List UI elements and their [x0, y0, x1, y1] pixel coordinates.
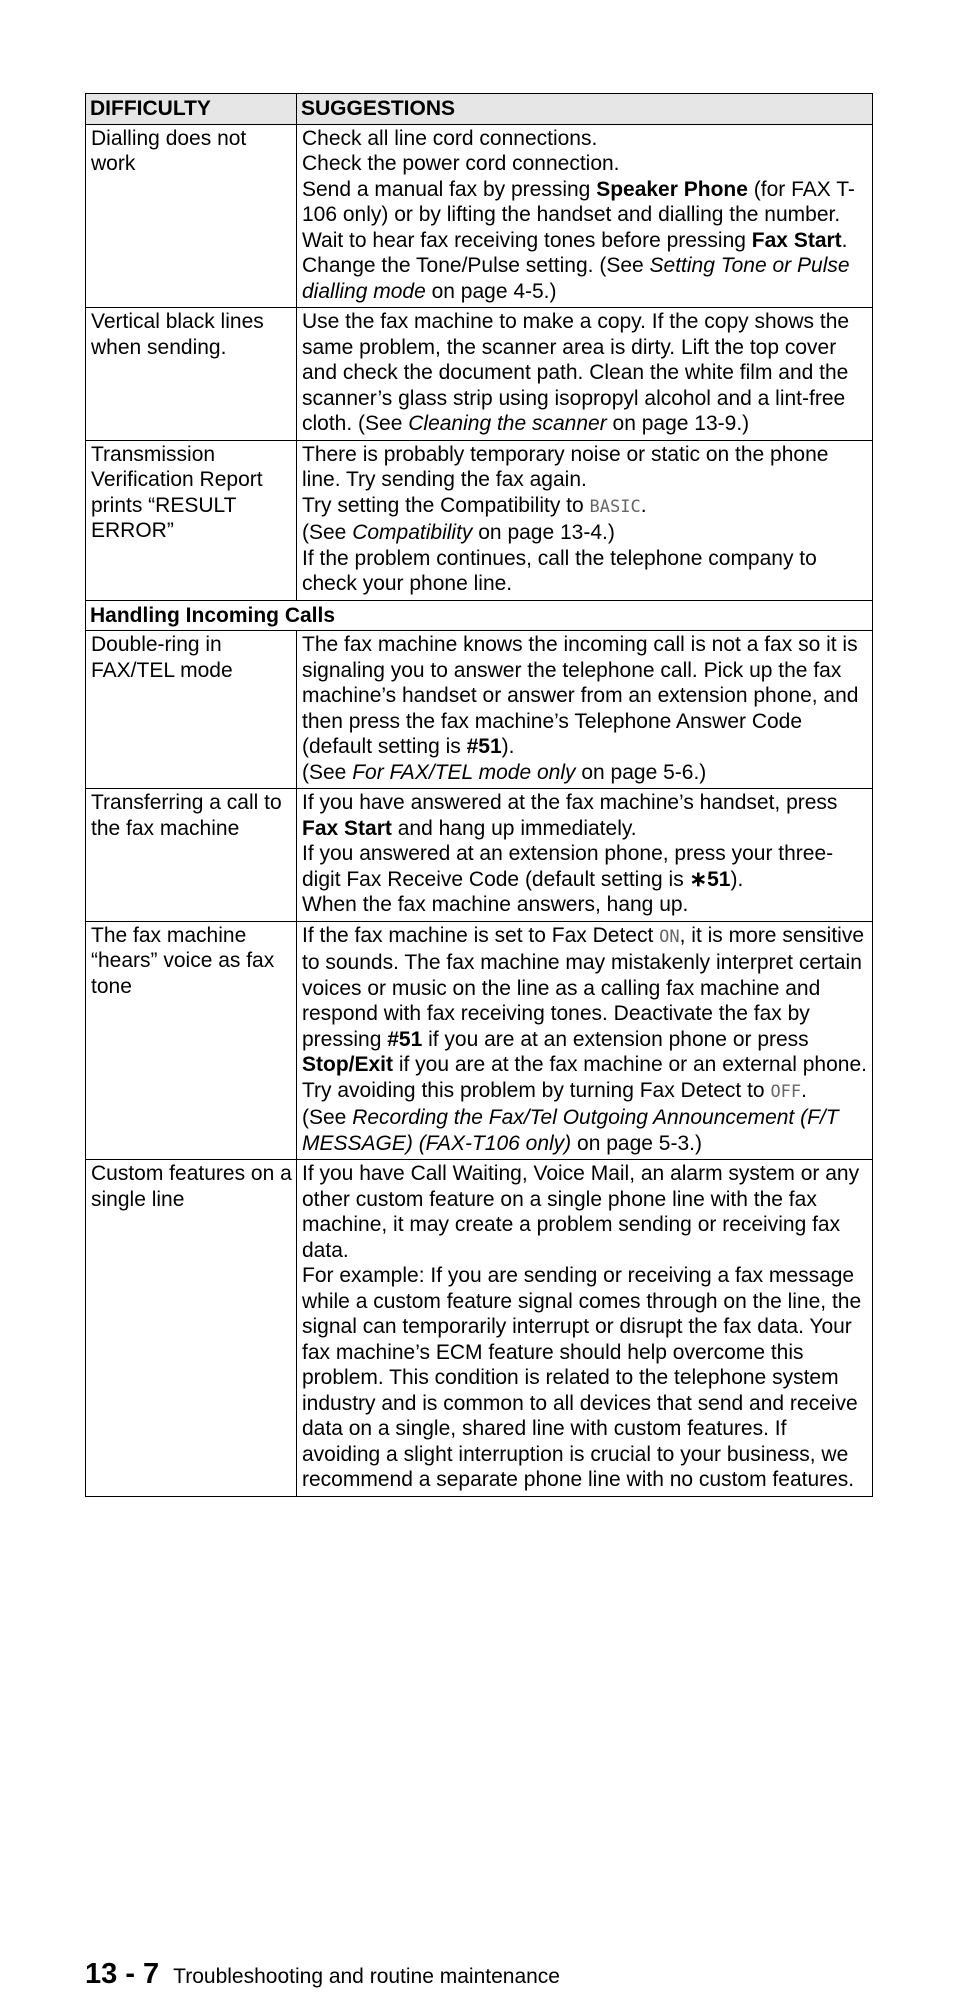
reference-text: For FAX/TEL mode only: [352, 760, 576, 784]
difficulty-cell: Transferring a call to the fax machine: [86, 789, 297, 922]
setting-value: BASIC: [589, 496, 641, 517]
suggestions-cell: [297, 440, 873, 600]
suggestion-line: [302, 1105, 868, 1156]
section-heading-handling-incoming-calls: Handling Incoming Calls: [86, 600, 873, 631]
suggestion-line: [302, 892, 868, 918]
reference-text: Setting Tone or Pulse dialling mode: [302, 254, 850, 303]
suggestion-line: [302, 1078, 868, 1106]
suggestion-line: [302, 1263, 868, 1493]
bold-text: Stop/Exit: [302, 1053, 394, 1076]
difficulty-column-header: DIFFICULTY: [86, 94, 297, 125]
text-segment: (See: [302, 521, 353, 544]
page-number: 13 - 7: [85, 1958, 160, 1990]
difficulty-cell: Custom features on a single line: [86, 1160, 297, 1497]
bold-text: ∗51: [689, 867, 731, 891]
section-heading-group: [86, 600, 873, 631]
table-row: [86, 1160, 873, 1497]
suggestions-cell: [297, 631, 873, 789]
suggestions-cell: [297, 789, 873, 922]
suggestion-line: [302, 253, 868, 304]
table-row: [86, 789, 873, 922]
difficulty-cell: Transmission Verification Report prints “RESULT ERROR”: [86, 440, 297, 600]
troubleshooting-table: [85, 93, 873, 1497]
table-body-group-1: [86, 124, 873, 600]
suggestion-line: [302, 493, 868, 521]
suggestions-cell: [297, 921, 873, 1160]
table-body-group-2: [86, 631, 873, 1497]
suggestions-cell: [297, 1160, 873, 1497]
suggestion-line: [302, 126, 868, 152]
difficulty-cell: Dialling does not work: [86, 124, 297, 308]
suggestion-line: [302, 632, 868, 760]
table-header-row: [86, 94, 873, 125]
suggestion-line: [302, 520, 868, 546]
bold-text: #51: [466, 735, 502, 758]
reference-text: Recording the Fax/Tel Outgoing Announcement (F/T MESSAGE) (FAX-T106 only): [302, 1106, 839, 1155]
table-row: [86, 440, 873, 600]
text-segment: Try setting the Compatibility to: [302, 493, 590, 517]
bold-text: Speaker Phone: [596, 177, 748, 201]
table-row: [86, 308, 873, 441]
suggestion-line: [302, 442, 868, 493]
suggestions-cell: [297, 124, 873, 308]
suggestion-line: [302, 177, 868, 254]
suggestion-line: [302, 309, 868, 437]
text-segment: For example: If you are sending or receiving a fax message while a custom feature signal comes through on the line, the signal can temporarily interrupt or disrupt the fax data. Your fax machine’s ECM feature should help overcome this problem. This condition is related to the telephone system industry and is common to all devices that send and receive data on a single, shared line with custom features. If avoiding a slight interruption is crucial to your business, we recommend a separate phone line with no custom features.: [302, 1264, 862, 1491]
text-segment: on page 13-9.): [606, 412, 750, 435]
bold-text: Fax Start: [751, 228, 842, 252]
bold-text: #51: [387, 1027, 423, 1051]
chapter-title: Troubleshooting and routine maintenance: [173, 1965, 560, 1988]
table-row: [86, 921, 873, 1160]
setting-value: ON: [659, 926, 680, 947]
section-row: [86, 600, 873, 631]
suggestion-line: [302, 760, 868, 786]
table-row: [86, 124, 873, 308]
text-segment: on page 5-6.): [575, 760, 707, 784]
page-footer: [85, 1958, 560, 1991]
text-segment: , it is more sensitive to sounds. The fax machine may mistakenly interpret certain voices or music on the line as a calling fax machine and respond with fax receiving tones. Deactivate the fax by pressing: [302, 923, 865, 1051]
text-segment: if you are at the fax machine or an external phone.: [393, 1053, 867, 1076]
difficulty-cell: Vertical black lines when sending.: [86, 308, 297, 441]
text-segment: (See: [302, 760, 353, 784]
text-segment: on page 13-4.): [472, 521, 615, 544]
text-segment: (See: [302, 1106, 353, 1129]
text-segment: Use the fax machine to make a copy. If the copy shows the same problem, the scanner area is dirty. Lift the top cover and check the document path. Clean the white film and the scanner’s glass strip using isopropyl alcohol and a lint-free cloth. (See: [302, 310, 850, 435]
text-segment: Send a manual fax by pressing: [302, 177, 597, 201]
text-segment: .: [841, 228, 848, 252]
difficulty-cell: The fax machine “hears” voice as fax tone: [86, 921, 297, 1160]
text-segment: on page 4-5.): [425, 279, 557, 303]
text-segment: ).: [501, 735, 515, 758]
text-segment: If you answered at an extension phone, press your three-digit Fax Receive Code (default setting is: [302, 842, 834, 891]
difficulty-cell: Double-ring in FAX/TEL mode: [86, 631, 297, 789]
text-segment: If you have answered at the fax machine’s handset, press: [302, 791, 838, 814]
text-segment: on page 5-3.): [571, 1131, 702, 1155]
suggestion-line: [302, 923, 868, 1078]
text-segment: The fax machine knows the incoming call is not a fax so it is signaling you to answer the telephone call. Pick up the fax machine’s handset or answer from an extension phone, and then press the fax machine’s Telephone Answer Code (default setting is: [302, 633, 859, 758]
text-segment: if you are at an extension phone or press: [422, 1027, 809, 1051]
text-segment: Check all line cord connections.: [302, 126, 598, 150]
text-segment: Try avoiding this problem by turning Fax Detect to: [302, 1078, 771, 1102]
text-segment: If the fax machine is set to Fax Detect: [302, 923, 660, 947]
text-segment: ).: [730, 867, 744, 891]
text-segment: If you have Call Waiting, Voice Mail, an alarm system or any other custom feature on a single phone line with the fax machine, it may create a problem sending or receiving fax data.: [302, 1162, 860, 1262]
suggestion-line: [302, 151, 868, 177]
suggestions-cell: [297, 308, 873, 441]
suggestion-line: [302, 841, 868, 892]
text-segment: and hang up immediately.: [391, 816, 637, 840]
text-segment: When the fax machine answers, hang up.: [302, 893, 689, 916]
suggestion-line: [302, 546, 868, 597]
suggestions-column-header: SUGGESTIONS: [297, 94, 873, 125]
suggestion-line: [302, 1161, 868, 1263]
text-segment: (for FAX T-106 only) or by lifting the handset and dialling the number. Wait to hear fax receiving tones before pressing: [302, 177, 855, 252]
text-segment: Check the power cord connection.: [302, 152, 620, 175]
setting-value: OFF: [770, 1081, 802, 1102]
text-segment: There is probably temporary noise or static on the phone line. Try sending the fax again.: [302, 442, 829, 491]
text-segment: Change the Tone/Pulse setting. (See: [302, 254, 650, 277]
suggestion-line: [302, 790, 868, 841]
text-segment: If the problem continues, call the telephone company to check your phone line.: [302, 546, 817, 595]
reference-text: Compatibility: [352, 521, 473, 544]
text-segment: .: [640, 493, 647, 517]
bold-text: Fax Start: [302, 816, 392, 840]
reference-text: Cleaning the scanner: [408, 412, 607, 435]
text-segment: .: [801, 1078, 807, 1102]
table-row: [86, 631, 873, 789]
